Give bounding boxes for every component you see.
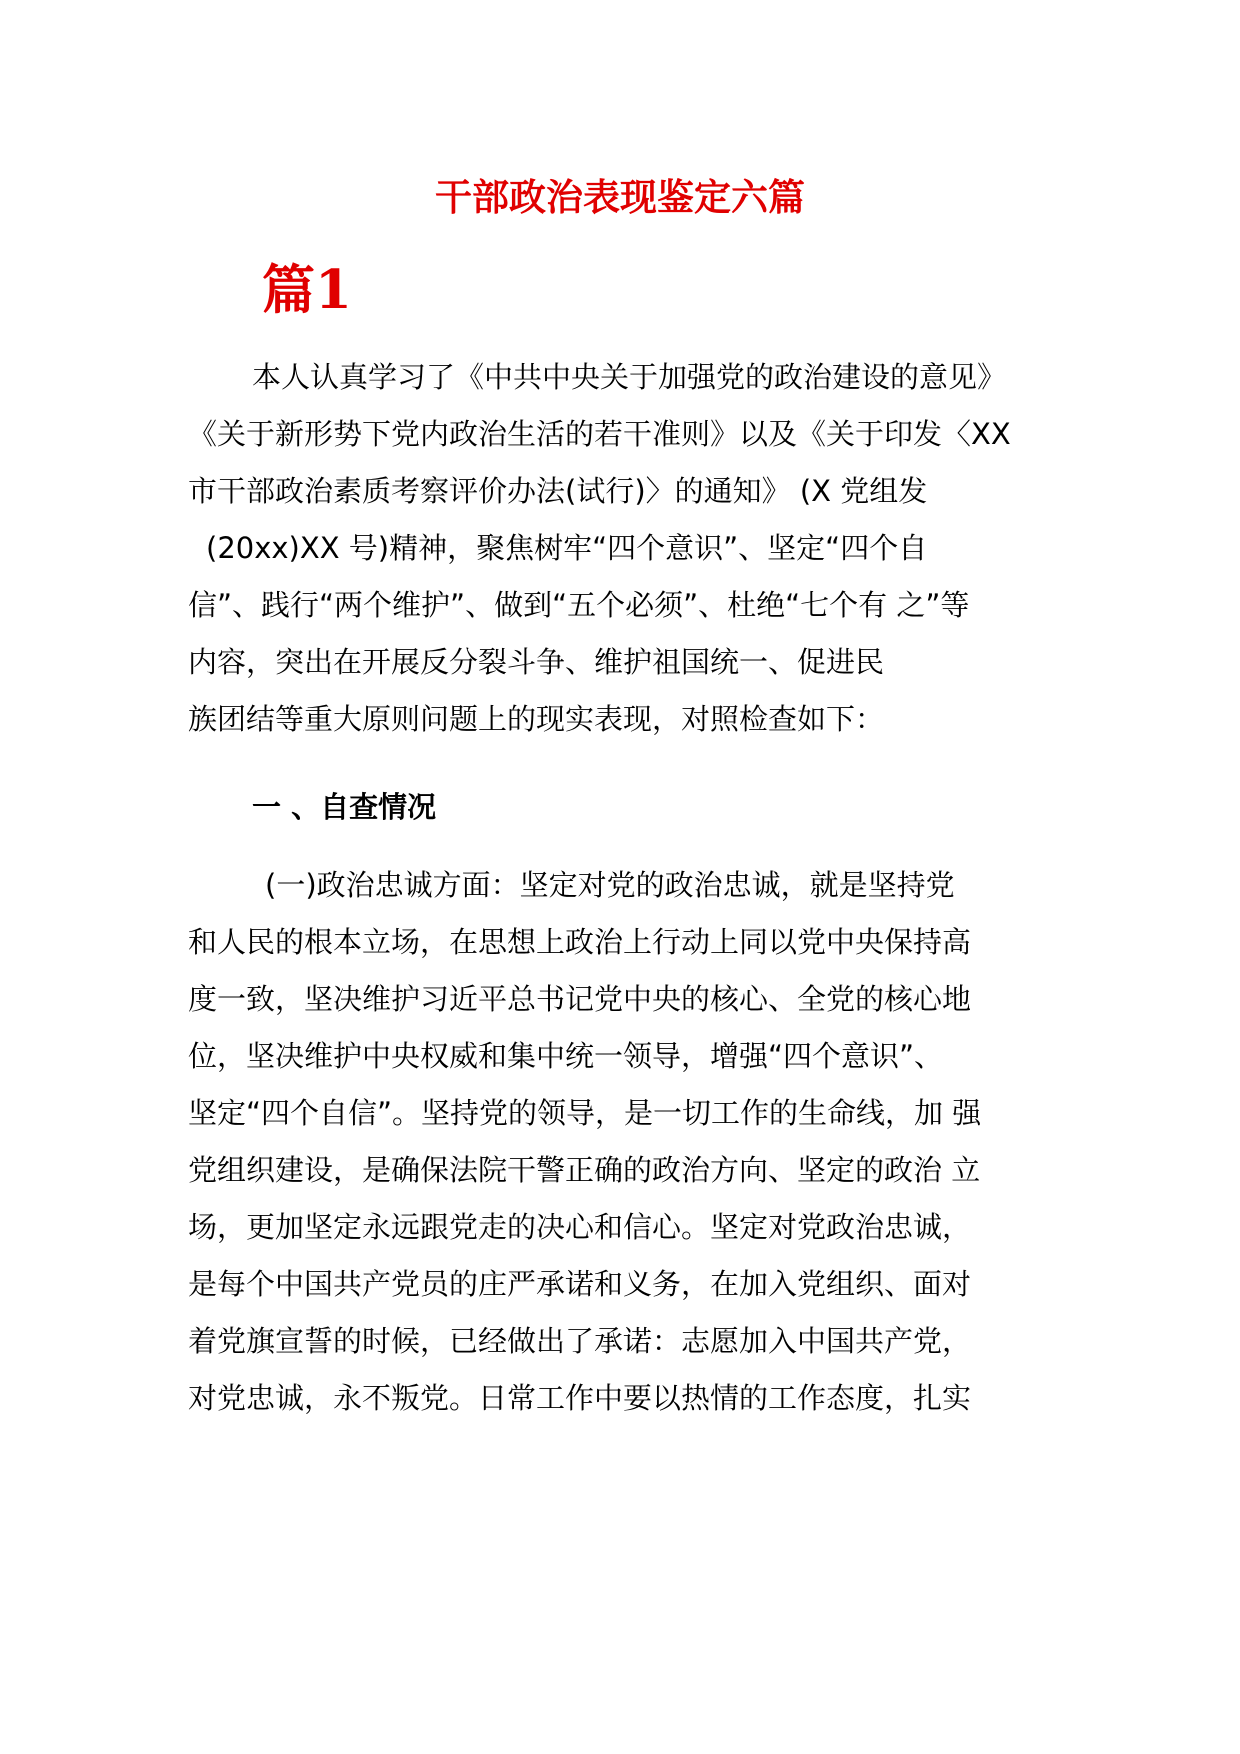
subheading: 一 、自查情况 — [252, 790, 437, 824]
section-heading: 篇1 — [262, 259, 352, 321]
document-title: 干部政治表现鉴定六篇 — [435, 175, 805, 219]
paragraph-line: 信”、践行“两个维护”、做到“五个必须”、杜绝“七个有 之”等 — [188, 588, 970, 622]
paragraph-line: 场，更加坚定永远跟党走的决心和信心。坚定对党政治忠诚， — [188, 1210, 972, 1244]
paragraph-line: 和人民的根本立场，在思想上政治上行动上同以党中央保持高 — [188, 925, 972, 959]
paragraph-line: 度一致，坚决维护习近平总书记党中央的核心、全党的核心地 — [188, 982, 972, 1016]
paragraph-line: 内容，突出在开展反分裂斗争、维护祖国统一、促进民 — [188, 645, 885, 679]
paragraph-line: 对党忠诚，永不叛党。日常工作中要以热情的工作态度，扎实 — [188, 1381, 972, 1415]
paragraph-line: 坚定“四个自信”。坚持党的领导，是一切工作的生命线，加 强 — [188, 1096, 982, 1130]
paragraph-line: 是每个中国共产党员的庄严承诺和义务，在加入党组织、面对 — [188, 1267, 972, 1301]
paragraph-line: 党组织建设，是确保法院干警正确的政治方向、坚定的政治 立 — [188, 1153, 981, 1187]
paragraph-line: (20xx)XX 号)精神，聚焦树牢“四个意识”、坚定“四个自 — [206, 531, 928, 565]
paragraph-line: 位，坚决维护中央权威和集中统一领导，增强“四个意识”、 — [188, 1039, 944, 1073]
paragraph-line: 市干部政治素质考察评价办法(试行)〉的通知》 (X 党组发 — [188, 474, 928, 508]
paragraph-line: 族团结等重大原则问题上的现实表现，对照检查如下： — [188, 702, 885, 736]
paragraph-line: 着党旗宣誓的时候，已经做出了承诺：志愿加入中国共产党， — [188, 1324, 972, 1358]
paragraph-line: 本人认真学习了《中共中央关于加强党的政治建设的意见》 — [252, 360, 1007, 394]
paragraph-line: (一)政治忠诚方面：坚定对党的政治忠诚，就是坚持党 — [265, 868, 955, 902]
paragraph-line: 《关于新形势下党内政治生活的若干准则》以及《关于印发〈XX — [188, 417, 1011, 451]
